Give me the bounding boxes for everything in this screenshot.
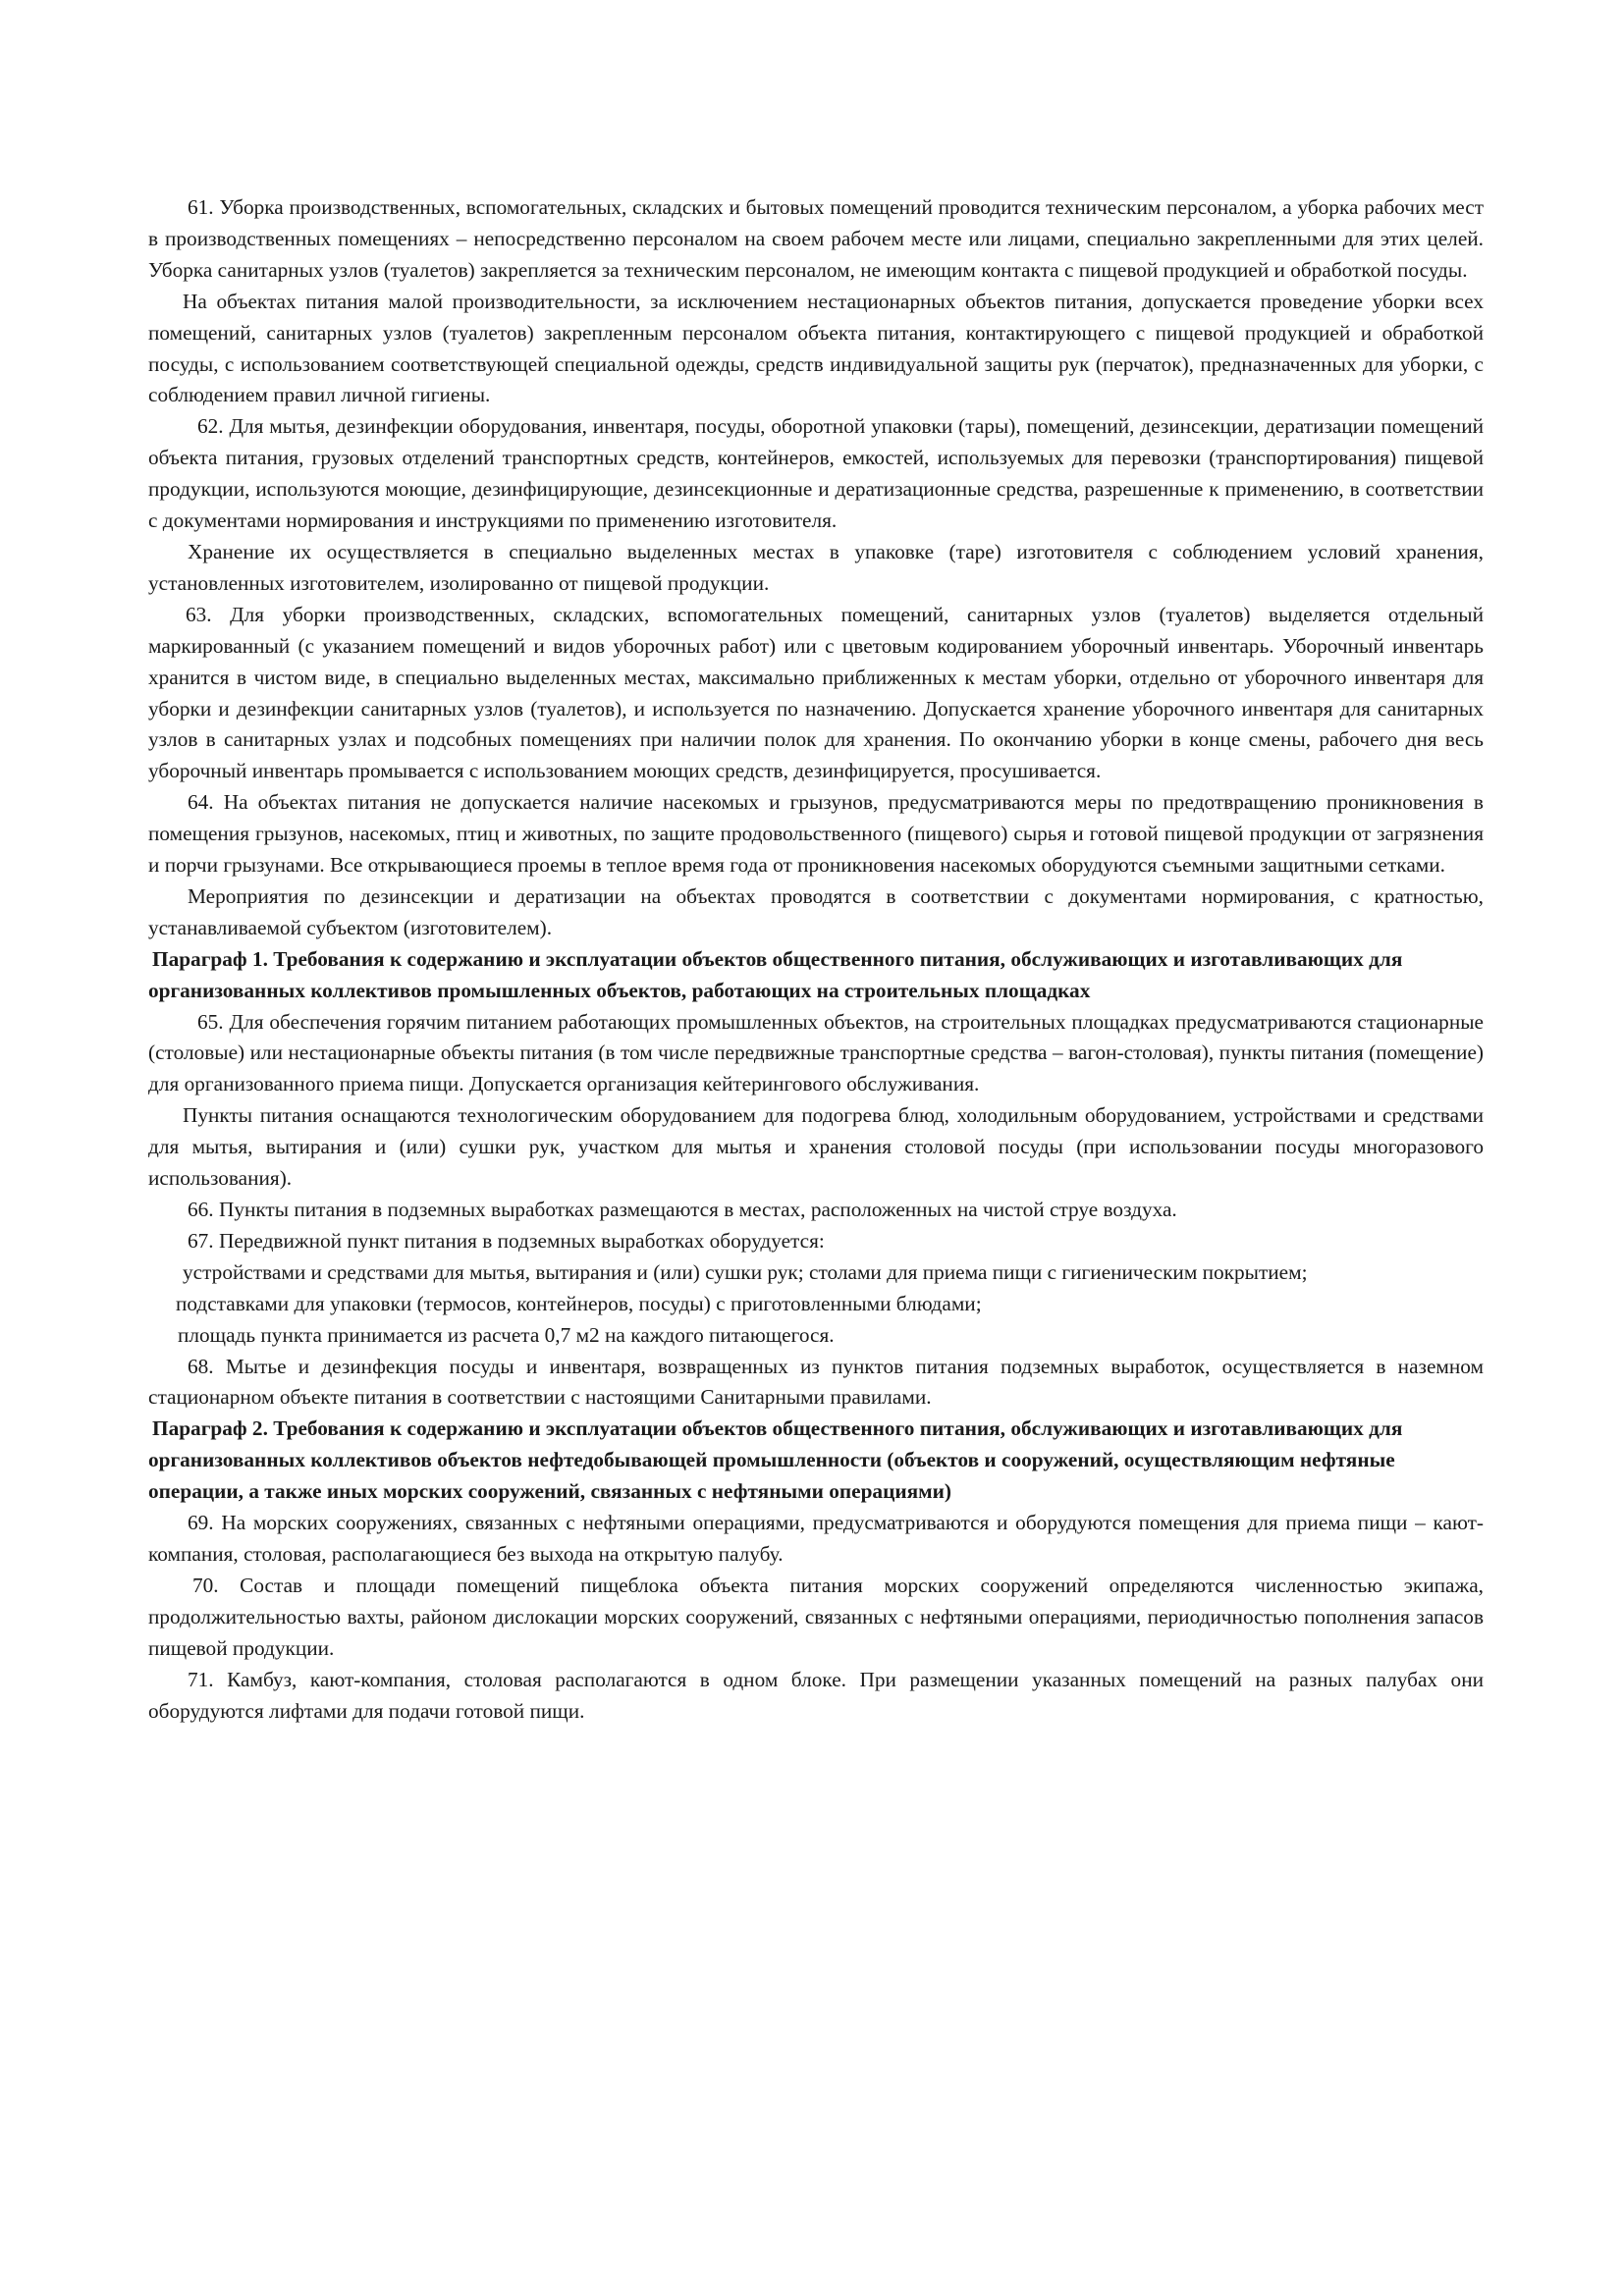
paragraph-64-continued: Мероприятия по дезинсекции и дератизации на объектах проводятся в соответствии с документами нормирования, с кратностью, устанавливаемой субъектом (изготовителем).	[148, 883, 1484, 939]
paragraph-65: 65. Для обеспечения горячим питанием работающих промышленных объектов, на строительных площадках предусматриваются стационарные (столовые) или нестационарные объекты питания (в том числе передвижные транспортные средства – вагон-столовая), пункты питания (помещение) для организованного приема пищи. Допускается организация кейтерингового обслуживания.	[148, 1009, 1484, 1096]
paragraph-62: 62. Для мытья, дезинфекции оборудования, инвентаря, посуды, оборотной упаковки (тары), помещений, дезинсекции, дератизации помещений объекта питания, грузовых отделений транспортных средств, контейнеров, емкостей, используемых для перевозки (транспортирования) пищевой продукции, используются моющие, дезинфицирующие, дезинсекционные и дератизационные средства, разрешенные к применению, в соответствии с документами нормирования и инструкциями по применению изготовителя.	[148, 414, 1484, 533]
section-heading-1: Параграф 1. Требования к содержанию и эксплуатации объектов общественного питания, обслуживающих и изготавливающих для организованных коллективов промышленных объектов, работающих на строительных площадках	[148, 946, 1403, 1002]
section-heading-2: Параграф 2. Требования к содержанию и эксплуатации объектов общественного питания, обслуживающих и изготавливающих для организованных коллективов объектов нефтедобывающей промышленности (объектов и сооружений, осуществляющим нефтяные операции, а также иных морских сооружений, связанных с нефтяными операциями)	[148, 1416, 1403, 1504]
paragraph-61: 61. Уборка производственных, вспомогательных, складских и бытовых помещений проводится техническим персоналом, а уборка рабочих мест в производственных помещениях – непосредственно персоналом на своем рабочем месте или лицами, специально закрепленными для этих целей. Уборка санитарных узлов (туалетов) закрепляется за техническим персоналом, не имеющим контакта с пищевой продукцией и обработкой посуды.	[148, 195, 1484, 282]
paragraph-70: 70. Состав и площади помещений пищеблока объекта питания морских сооружений определяются численностью экипажа, продолжительностью вахты, районом дислокации морских сооружений, связанных с нефтяными операциями, периодичностью пополнения запасов пищевой продукции.	[148, 1573, 1484, 1660]
paragraph-68: 68. Мытье и дезинфекция посуды и инвентаря, возвращенных из пунктов питания подземных выработок, осуществляется в наземном стационарном объекте питания в соответствии с настоящими Санитарными правилами.	[148, 1354, 1484, 1410]
paragraph-61-continued: На объектах питания малой производительности, за исключением нестационарных объектов питания, допускается проведение уборки всех помещений, санитарных узлов (туалетов) закрепленным персоналом объекта питания, контактирующего с пищевой продукцией и обработкой посуды, с использованием соответствующей специальной одежды, средств индивидуальной защиты рук (перчаток), предназначенных для уборки, с соблюдением правил личной гигиены.	[148, 289, 1484, 407]
paragraph-64: 64. На объектах питания не допускается наличие насекомых и грызунов, предусматриваются меры по предотвращению проникновения в помещения грызунов, насекомых, птиц и животных, по защите продовольственного (пищевого) сырья и готовой пищевой продукции от загрязнения и порчи грызунами. Все открывающиеся проемы в теплое время года от проникновения насекомых оборудуются съемными защитными сетками.	[148, 790, 1484, 878]
paragraph-63: 63. Для уборки производственных, складских, вспомогательных помещений, санитарных узлов (туалетов) выделяется отдельный маркированный (с указанием помещений и видов уборочных работ) или с цветовым кодированием уборочный инвентарь. Уборочный инвентарь хранится в чистом виде, в специально выделенных местах, максимально приближенных к местам уборки, отдельно от уборочного инвентаря для уборки и дезинфекции санитарных узлов (туалетов), и используется по назначению. Допускается хранение уборочного инвентаря для санитарных узлов в санитарных узлах и подсобных помещениях при наличии полок для хранения. По окончанию уборки в конце смены, рабочего дня весь уборочный инвентарь промывается с использованием моющих средств, дезинфицируется, просушивается.	[148, 602, 1484, 783]
paragraph-65-continued: Пункты питания оснащаются технологическим оборудованием для подогрева блюд, холодильным оборудованием, устройствами и средствами для мытья, вытирания и (или) сушки рук, участком для мытья и хранения столовой посуды (при использовании посуды многоразового использования).	[148, 1103, 1484, 1191]
paragraph-71: 71. Камбуз, кают-компания, столовая располагаются в одном блоке. При размещении указанных помещений на разных палубах они оборудуются лифтами для подачи готовой пищи.	[148, 1667, 1484, 1723]
paragraph-66: 66. Пункты питания в подземных выработках размещаются в местах, расположенных на чистой струе воздуха.	[188, 1198, 1177, 1221]
paragraph-62-continued: Хранение их осуществляется в специально выделенных местах в упаковке (таре) изготовителя с соблюдением условий хранения, установленных изготовителем, изолированно от пищевой продукции.	[148, 539, 1484, 595]
paragraph-67-item-2: подставками для упаковки (термосов, контейнеров, посуды) с приготовленными блюдами;	[176, 1291, 982, 1315]
paragraph-67-item-3: площадь пункта принимается из расчета 0,7 м2 на каждого питающегося.	[178, 1322, 835, 1347]
document-page	[148, 192, 1484, 1727]
paragraph-67-item-1: устройствами и средствами для мытья, вытирания и (или) сушки рук; столами для приема пищи с гигиеническим покрытием;	[183, 1259, 1308, 1284]
paragraph-69: 69. На морских сооружениях, связанных с нефтяными операциями, предусматриваются и оборудуются помещения для приема пищи – кают-компания, столовая, располагающиеся без выхода на открытую палубу.	[148, 1511, 1484, 1566]
paragraph-67: 67. Передвижной пункт питания в подземных выработках оборудуется:	[188, 1228, 825, 1253]
